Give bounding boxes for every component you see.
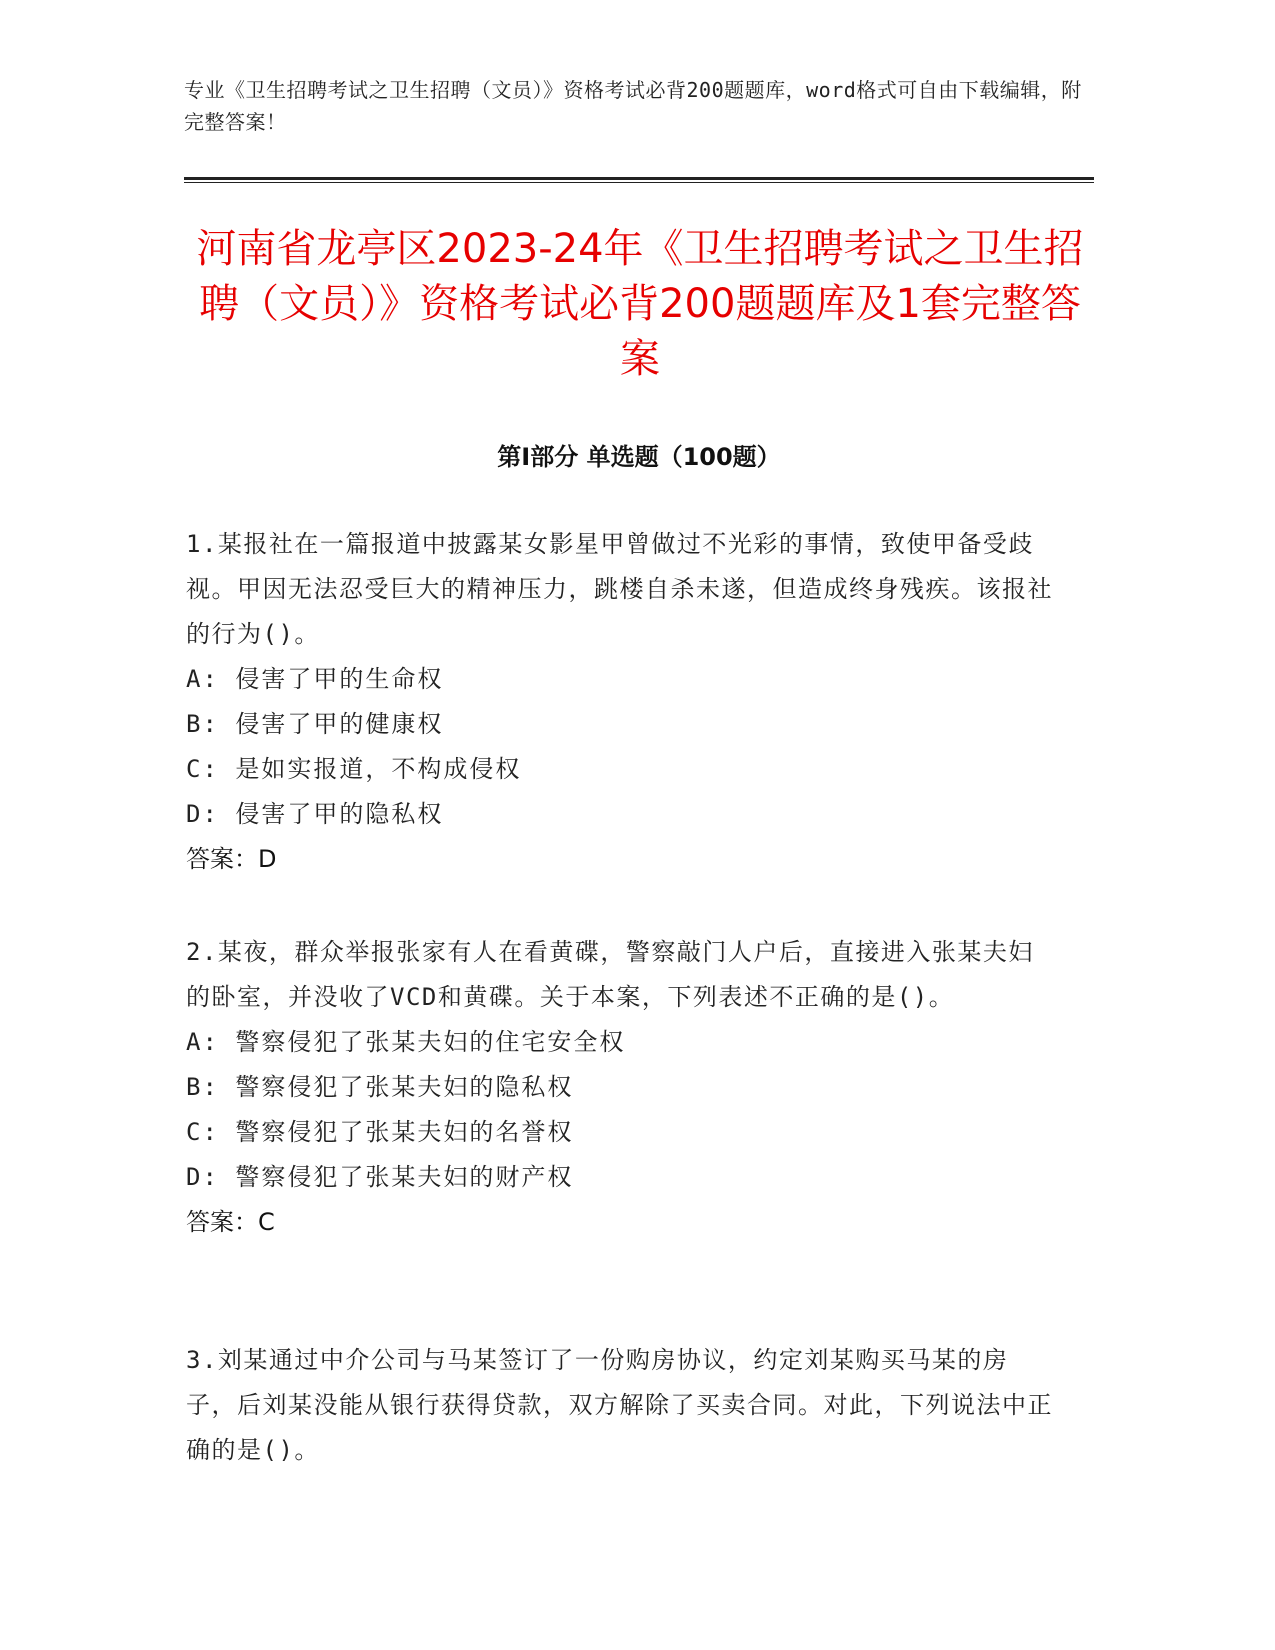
section-heading: 第I部分 单选题（100题）	[497, 443, 781, 471]
question-stem: 3.刘某通过中介公司与马某签订了一份购房协议，约定刘某购买马某的房子，后刘某没能从银行获得贷款，双方解除了买卖合同。对此，下列说法中正确的是()。	[186, 1346, 1053, 1464]
header-divider-thin	[184, 182, 1094, 183]
option-a: A: 侵害了甲的生命权	[186, 665, 444, 693]
header-divider-thick	[184, 177, 1094, 180]
question-stem: 2.某夜，群众举报张家有人在看黄碟，警察敲门人户后，直接进入张某夫妇的卧室，并没收了VCD和黄碟。关于本案，下列表述不正确的是()。	[186, 938, 1034, 1011]
option-c: C: 是如实报道，不构成侵权	[186, 755, 522, 783]
header-note: 专业《卫生招聘考试之卫生招聘（文员）》资格考试必背200题题库，word格式可自由下载编辑，附完整答案！	[184, 78, 1082, 134]
option-a: A: 警察侵犯了张某夫妇的住宅安全权	[186, 1028, 626, 1056]
answer: 答案：C	[186, 1208, 275, 1236]
answer: 答案：D	[186, 845, 277, 873]
document-title: 河南省龙亭区2023-24年《卫生招聘考试之卫生招聘（文员）》资格考试必背200题题库及1套完整答案	[196, 226, 1084, 382]
option-b: B: 警察侵犯了张某夫妇的隐私权	[186, 1073, 574, 1101]
option-d: D: 侵害了甲的隐私权	[186, 800, 444, 828]
question-stem: 1.某报社在一篇报道中披露某女影星甲曾做过不光彩的事情，致使甲备受歧视。甲因无法忍受巨大的精神压力，跳楼自杀未遂，但造成终身残疾。该报社的行为()。	[186, 530, 1053, 648]
question-2	[186, 930, 1056, 1245]
question-3	[186, 1338, 1056, 1473]
option-c: C: 警察侵犯了张某夫妇的名誉权	[186, 1118, 574, 1146]
option-d: D: 警察侵犯了张某夫妇的财产权	[186, 1163, 574, 1191]
option-b: B: 侵害了甲的健康权	[186, 710, 444, 738]
question-1	[186, 522, 1056, 882]
